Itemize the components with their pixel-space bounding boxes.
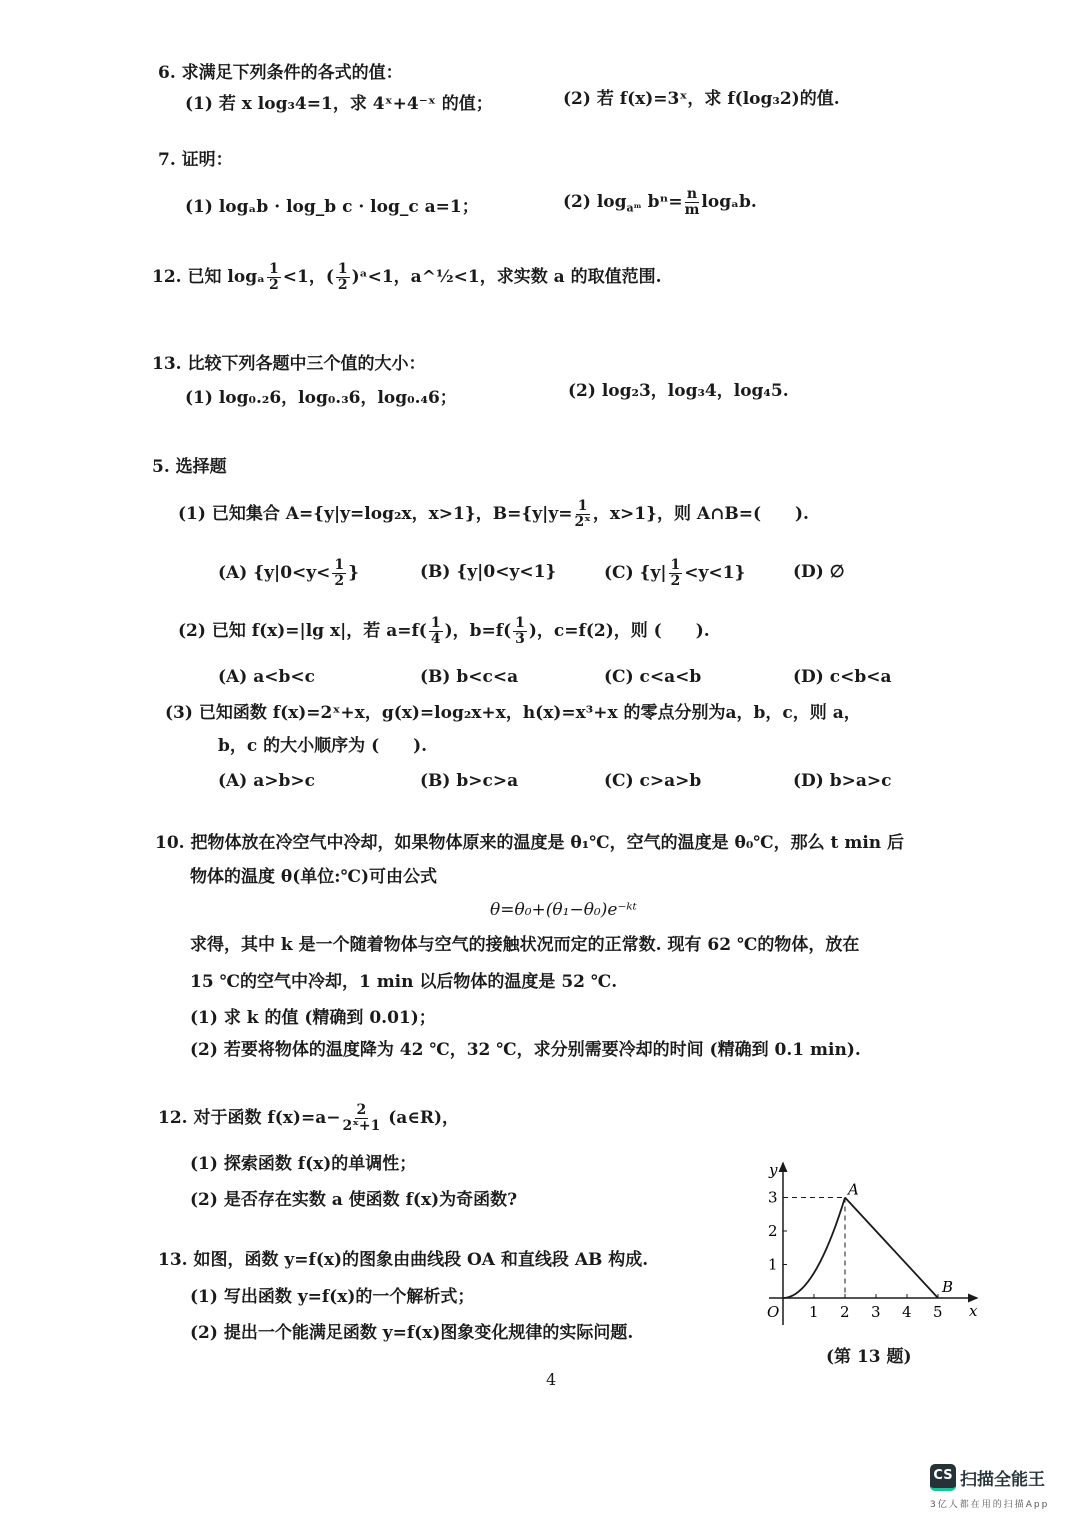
q5-3-option-d: (D) b>a>c: [793, 771, 892, 791]
text: (1) 已知集合 A={y|y=log₂x，x>1}，B={y|y=: [178, 504, 573, 524]
y-axis-label: y: [769, 1161, 778, 1179]
text: }: [348, 563, 360, 583]
q13-graph-part2: (2) 提出一个能满足函数 y=f(x)图象变化规律的实际问题.: [190, 1323, 634, 1343]
function-graph-figure: [755, 1155, 995, 1345]
fraction: [267, 262, 281, 293]
curve-segment-OA: [783, 1198, 845, 1299]
fraction: [342, 1103, 380, 1134]
q5-2-option-a: (A) a<b<c: [218, 667, 315, 687]
q10-line3: 求得，其中 k 是一个随着物体与空气的接触状况而定的正常数. 现有 62 ℃的物体，放在: [190, 935, 860, 955]
origin-label: O: [767, 1303, 780, 1321]
numerator: 1: [269, 261, 279, 277]
text: 12. 已知 logₐ: [152, 267, 266, 287]
q5-1-stem: [178, 499, 809, 530]
numerator: 1: [334, 557, 345, 573]
q12-inequality: [152, 262, 662, 293]
x-axis-label: x: [969, 1302, 978, 1320]
point-B-label: B: [942, 1278, 954, 1296]
q13-compare-title: 13. 比较下列各题中三个值的大小：: [152, 354, 426, 374]
q12-function-part2: (2) 是否存在实数 a 使函数 f(x)为奇函数?: [190, 1190, 518, 1210]
x-tick-label: 5: [933, 1303, 943, 1321]
q7-part2: [563, 187, 757, 220]
numerator: 2: [356, 1102, 367, 1118]
q10-line4: 15 ℃的空气中冷却，1 min 以后物体的温度是 52 ℃.: [190, 972, 618, 992]
text: 12. 对于函数 f(x)=a−: [158, 1108, 341, 1128]
text: (C) {y|: [604, 563, 667, 583]
denominator: 2ˣ: [574, 514, 591, 530]
fraction: [513, 616, 527, 647]
q6-title: 6. 求满足下列条件的各式的值：: [158, 63, 403, 83]
q10-line2: 物体的温度 θ(单位:℃)可由公式: [190, 867, 437, 887]
text: (a∈R)，: [382, 1108, 460, 1128]
scanner-watermark: [930, 1464, 1065, 1510]
text: (2) log: [563, 192, 627, 212]
text: (A) {y|0<y<: [218, 563, 331, 583]
fraction: [429, 616, 443, 647]
q6-part2: (2) 若 f(x)=3ˣ，求 f(log₃2)的值.: [563, 89, 840, 109]
point-A-label: A: [848, 1180, 859, 1199]
watermark-tagline: 3亿人都在用的扫描App: [930, 1500, 1050, 1510]
numerator: 1: [337, 261, 348, 277]
line-segment-AB: [845, 1198, 938, 1299]
q13-compare-part2: (2) log₂3，log₃4，log₄5.: [568, 381, 789, 401]
q5-3-stem-line1: (3) 已知函数 f(x)=2ˣ+x，g(x)=log₂x+x，h(x)=x³+x 的零点分别为a，b，c，则 a，: [165, 703, 861, 723]
q10-part1: (1) 求 k 的值 (精确到 0.01)；: [190, 1008, 436, 1028]
denominator: 4: [430, 631, 441, 647]
q13-compare-part1: (1) log₀.₂6，log₀.₃6，log₀.₄6；: [185, 388, 457, 408]
denominator: 3: [515, 631, 525, 647]
q5-1-option-d: (D) ∅: [793, 562, 845, 582]
denominator: 2: [670, 573, 681, 589]
denominator: 2: [334, 573, 345, 589]
numerator: 1: [577, 498, 588, 514]
x-tick-label: 2: [840, 1303, 850, 1321]
q7-part1: (1) logₐb · log_b c · log_c a=1；: [185, 197, 479, 217]
q5-3-option-a: (A) a>b>c: [218, 771, 315, 791]
y-tick-label: 1: [768, 1255, 778, 1274]
denominator: m: [684, 202, 700, 218]
fraction: [574, 499, 590, 530]
figure-caption: (第 13 题): [826, 1347, 912, 1367]
y-tick-label: 2: [768, 1222, 778, 1240]
q12-function-stem: [158, 1103, 459, 1134]
fraction: [669, 558, 683, 589]
text: <1，(: [282, 267, 334, 287]
q5-2-option-b: (B) b<c<a: [420, 667, 519, 687]
denominator: 2: [337, 277, 348, 293]
text: <y<1}: [684, 563, 746, 583]
text: bⁿ=: [641, 192, 683, 212]
numerator: 1: [670, 557, 681, 573]
text: logₐb.: [701, 192, 757, 212]
page-number: 4: [546, 1370, 557, 1389]
numerator: 1: [515, 615, 525, 631]
q10-line1: 10. 把物体放在冷空气中冷却，如果物体原来的温度是 θ₁℃，空气的温度是 θ₀℃，那么 t min 后: [155, 833, 905, 853]
q5-1-option-b: (B) {y|0<y<1}: [420, 562, 557, 582]
q5-3-option-b: (B) b>c>a: [420, 771, 519, 791]
text: ，x>1}，则 A∩B=( ).: [592, 504, 809, 524]
x-tick-label: 1: [809, 1303, 819, 1321]
q5-2-stem: [178, 616, 710, 647]
y-tick-label: 3: [768, 1188, 778, 1207]
q10-part2: (2) 若要将物体的温度降为 42 ℃，32 ℃，求分别需要冷却的时间 (精确到 0.1 min).: [190, 1040, 861, 1060]
fraction: [685, 187, 700, 218]
q5-1-option-c: [604, 558, 745, 589]
subscript: aᵐ: [626, 201, 642, 215]
watermark-name: 扫描全能王: [960, 1470, 1045, 1490]
q12-function-part1: (1) 探索函数 f(x)的单调性；: [190, 1154, 417, 1174]
fraction: [332, 558, 346, 589]
x-tick-label: 4: [902, 1303, 912, 1321]
numerator: 1: [430, 615, 441, 631]
q5-2-option-c: (C) c<a<b: [604, 667, 702, 687]
camscanner-logo: CS: [930, 1464, 956, 1491]
denominator: 2ˣ+1: [342, 1118, 381, 1134]
fraction: [336, 262, 350, 293]
text: )，c=f(2)，则 ( ).: [528, 621, 710, 641]
q5-3-stem-line2: b，c 的大小顺序为 ( ).: [218, 736, 428, 756]
q5-3-option-c: (C) c>a>b: [604, 771, 702, 791]
q6-part1: (1) 若 x log₃4=1，求 4ˣ+4⁻ˣ 的值；: [185, 94, 493, 114]
q13-graph-part1: (1) 写出函数 y=f(x)的一个解析式；: [190, 1287, 475, 1307]
q5-1-option-a: [218, 558, 359, 589]
x-tick-label: 3: [871, 1303, 881, 1321]
q10-formula: θ=θ₀+(θ₁−θ₀)e⁻ᵏᵗ: [490, 900, 637, 920]
denominator: 2: [269, 277, 279, 293]
q7-title: 7. 证明：: [158, 150, 233, 170]
text: )ᵃ<1，a^½<1，求实数 a 的取值范围.: [351, 267, 662, 287]
text: (2) 已知 f(x)=|lg x|，若 a=f(: [178, 621, 427, 641]
q5-title: 5. 选择题: [152, 457, 227, 477]
q13-graph-stem: 13. 如图，函数 y=f(x)的图象由曲线段 OA 和直线段 AB 构成.: [158, 1250, 649, 1270]
text: )，b=f(: [444, 621, 512, 641]
q5-2-option-d: (D) c<b<a: [793, 667, 892, 687]
numerator: n: [686, 186, 698, 202]
